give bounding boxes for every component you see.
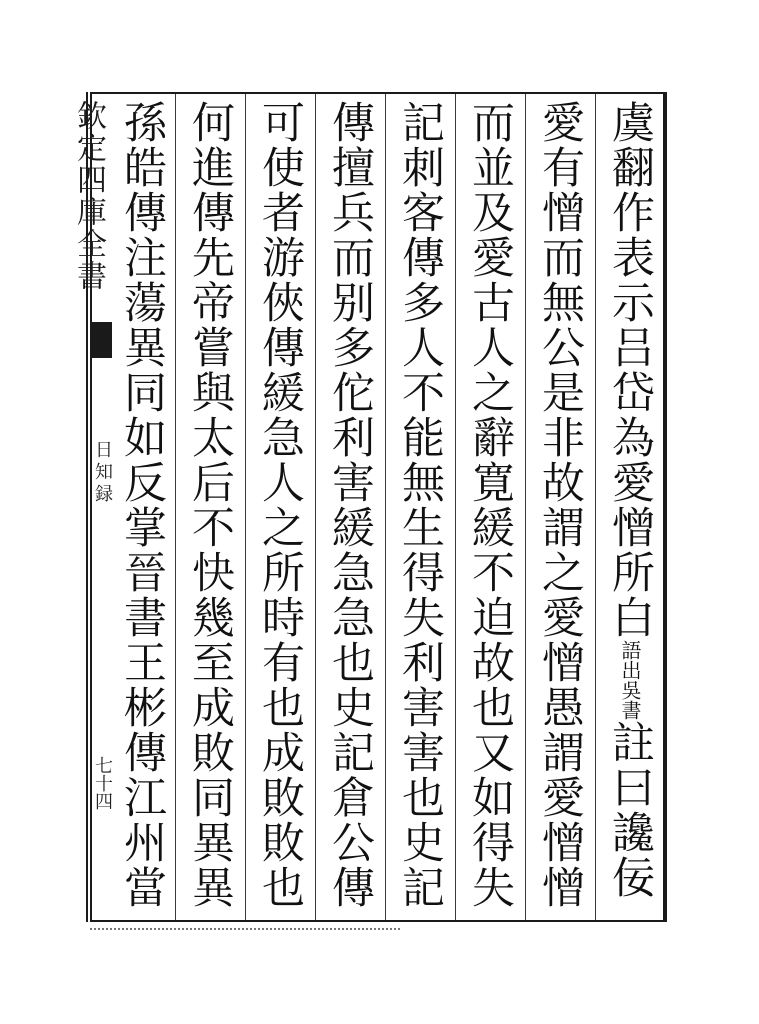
text-column-3 [460,100,520,916]
text-column-1 [600,100,660,916]
column-separator [595,94,596,920]
bottom-border-marks [90,928,400,936]
text-column-4 [390,100,450,916]
text-column-2 [530,100,590,916]
column-separator [385,94,386,920]
column-text: 愛有憎而無公是非故謂之愛憎愚謂愛憎憎 [535,100,585,910]
text-column-8 [112,100,172,916]
column-separator [245,94,246,920]
text-column-5 [320,100,380,916]
inline-note: 語出吳書 [618,640,642,720]
column-separator [315,94,316,920]
book-title: 欽定四庫全書 [71,100,106,292]
frame-right-edge [663,92,667,922]
column-text: 可使者游俠傳緩急人之所時有也成敗敗也 [255,100,305,910]
page-number: 七十四 [92,756,113,810]
column-text: 孫皓傳注蕩異同如反掌晉書王彬傳江州當 [117,100,167,910]
text-column-7 [180,100,240,916]
fishtail-mark [90,322,112,358]
column-text-continued: 註曰讒佞 [605,720,655,900]
column-text: 虞翻作表示吕岱為愛憎所白 [605,100,655,640]
text-column-6 [250,100,310,916]
column-text: 記刺客傳多人不能無生得失利害害也史記 [395,100,445,910]
column-separator [455,94,456,920]
column-text: 傳擅兵而别多佗利害緩急急也史記倉公傳 [325,100,375,910]
section-title: 日知録 [92,440,113,506]
column-separator [175,94,176,920]
column-text: 而並及愛古人之辭寛緩不迫故也又如得失 [465,100,515,910]
column-text: 何進傳先帝嘗與太后不快幾至成敗同異異 [185,100,235,910]
column-separator [525,94,526,920]
